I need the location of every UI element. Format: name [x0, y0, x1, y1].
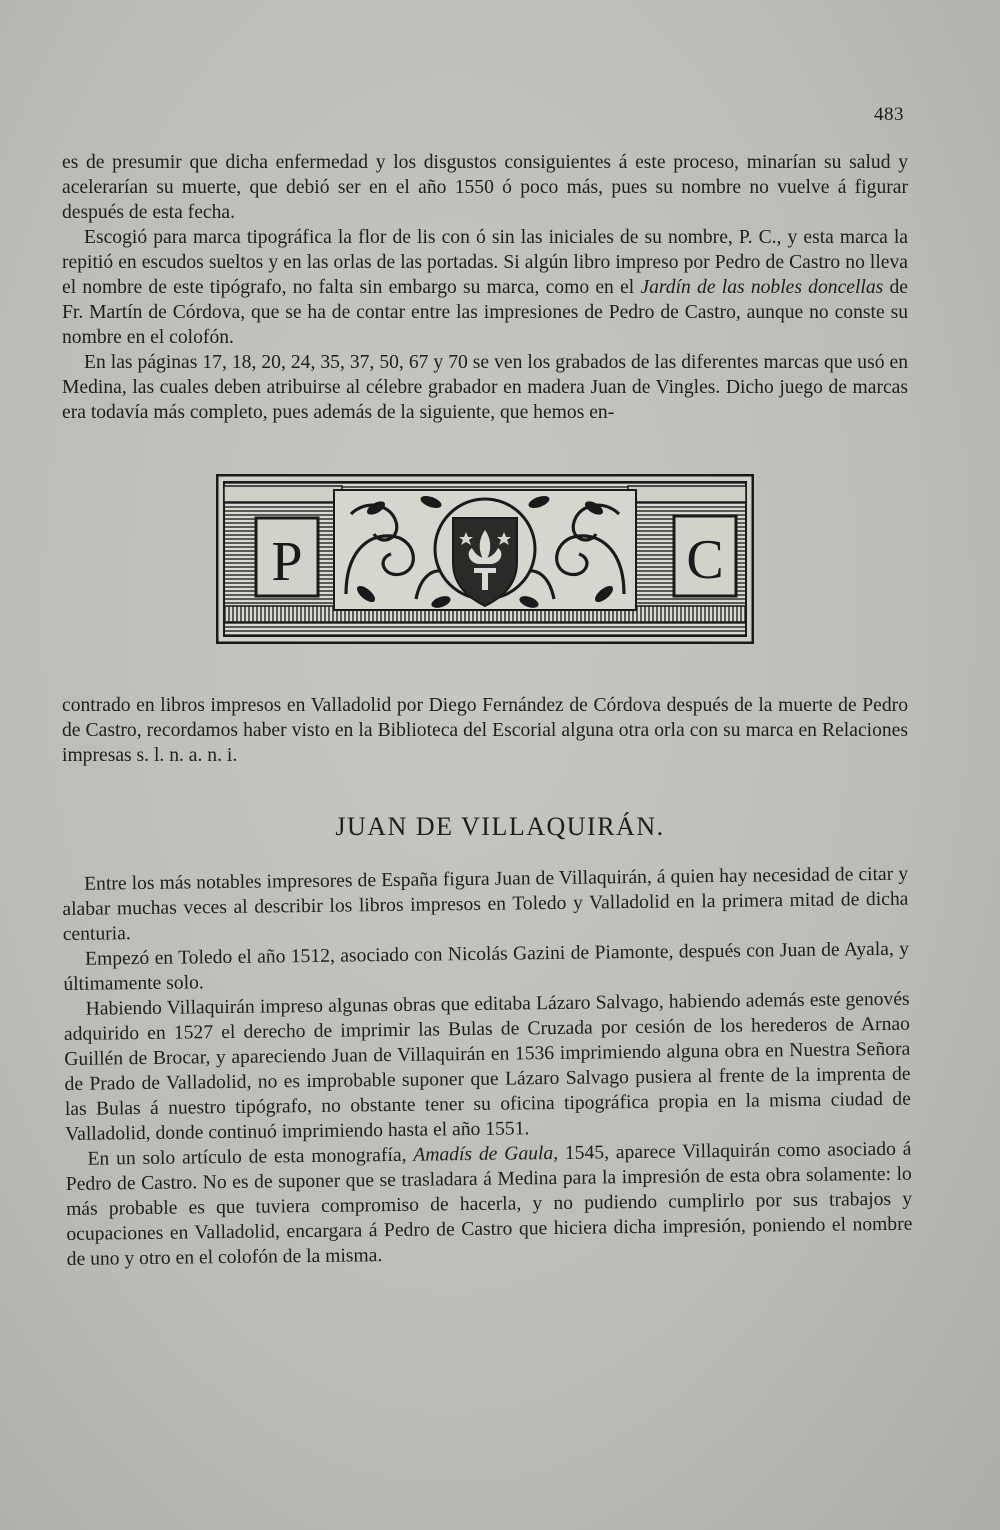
paragraph: Entre los más notables impresores de España figura Juan de Villaquirán, á quien hay necesidad de citar y alabar muchas veces al describir los libros impresos en Toledo y Valladolid en la primera mitad de dicha centuria.	[62, 863, 909, 945]
paragraph: Escogió para marca tipográfica la flor de lis con ó sin las iniciales de su nombre, P. C., y esta marca la repitió en escudos sueltos y en las orlas de las portadas. Si algún libro impreso por Pedro de Castro no lleva el nombre de este tipógrafo, no falta sin embargo su marca, como en el Jardín de las nobles doncellas de Fr. Martín de Córdova, que se ha de contar entre las impresiones de Pedro de Castro, aunque no conste su nombre en el colofón.	[62, 227, 908, 348]
printer-mark-woodcut	[216, 474, 754, 644]
paragraph: contrado en libros impresos en Valladolid por Diego Fernández de Córdova después de la muerte de Pedro de Castro, recordamos haber visto en la Biblioteca del Escorial alguna otra orla con su marca en Relaciones impresas s. l. n. a. n. i.	[62, 695, 908, 766]
paragraph: En un solo artículo de esta monografía, Amadís de Gaula, 1545, aparece Villaquirán como asociado á Pedro de Castro. No es de suponer que se trasladara á Medina para la impresión de esta obra solamente: lo más probable es que tuviera compromiso de hacerla, y no pudiendo cumplirlo por sus trabajos y ocupaciones en Valladolid, encargara á Pedro de Castro que hiciera dicha impresión, poniendo el nombre de uno y otro en el colofón de la misma.	[65, 1138, 913, 1270]
paragraph: es de presumir que dicha enfermedad y los disgustos consiguientes á este proceso, minarían su salud y acelerarían su muerte, que debió ser en el año 1550 ó poco más, pues su nombre no vuelve á figurar después de esta fecha.	[62, 152, 908, 223]
section-heading: JUAN DE VILLAQUIRÁN.	[335, 812, 665, 841]
text-block-bottom	[62, 862, 913, 1272]
text-block-top	[62, 150, 908, 425]
italic-title: Amadís de Gaula,	[413, 1142, 559, 1166]
paragraph: Empezó en Toledo el año 1512, asociado con Nicolás Gazini de Piamonte, después con Juan de Ayala, y últimamente solo.	[63, 938, 910, 995]
paragraph: Habiendo Villaquirán impreso algunas obras que editaba Lázaro Salvago, habiendo además este genovés adquirido en 1527 el derecho de imprimir las Bulas de Cruzada por cesión de los herederos de Arnao Guillén de Brocar, y apareciendo Juan de Villaquirán en 1536 imprimiendo alguna obra en Nuestra Señora de Prado de Valladolid, no es improbable suponer que Lázaro Salvago pusiera al frente de la imprenta de las Bulas á nuestro tipógrafo, no obstante tener su oficina tipográfica propia en la misma ciudad de Valladolid, donde continuó imprimiendo hasta el año 1551.	[63, 988, 911, 1145]
mark-letter-c: C	[686, 529, 724, 591]
italic-title: Jardín de las nobles doncellas	[640, 277, 884, 298]
page-number: 483	[874, 104, 904, 125]
text-block-middle	[62, 693, 908, 768]
mark-letter-p: P	[271, 531, 303, 593]
paragraph: En las páginas 17, 18, 20, 24, 35, 37, 50, 67 y 70 se ven los grabados de las diferentes marcas que usó en Medina, las cuales deben atribuirse al célebre grabador en madera Juan de Vingles. Dicho juego de marcas era todavía más completo, pues además de la siguiente, que hemos en-	[62, 352, 908, 423]
